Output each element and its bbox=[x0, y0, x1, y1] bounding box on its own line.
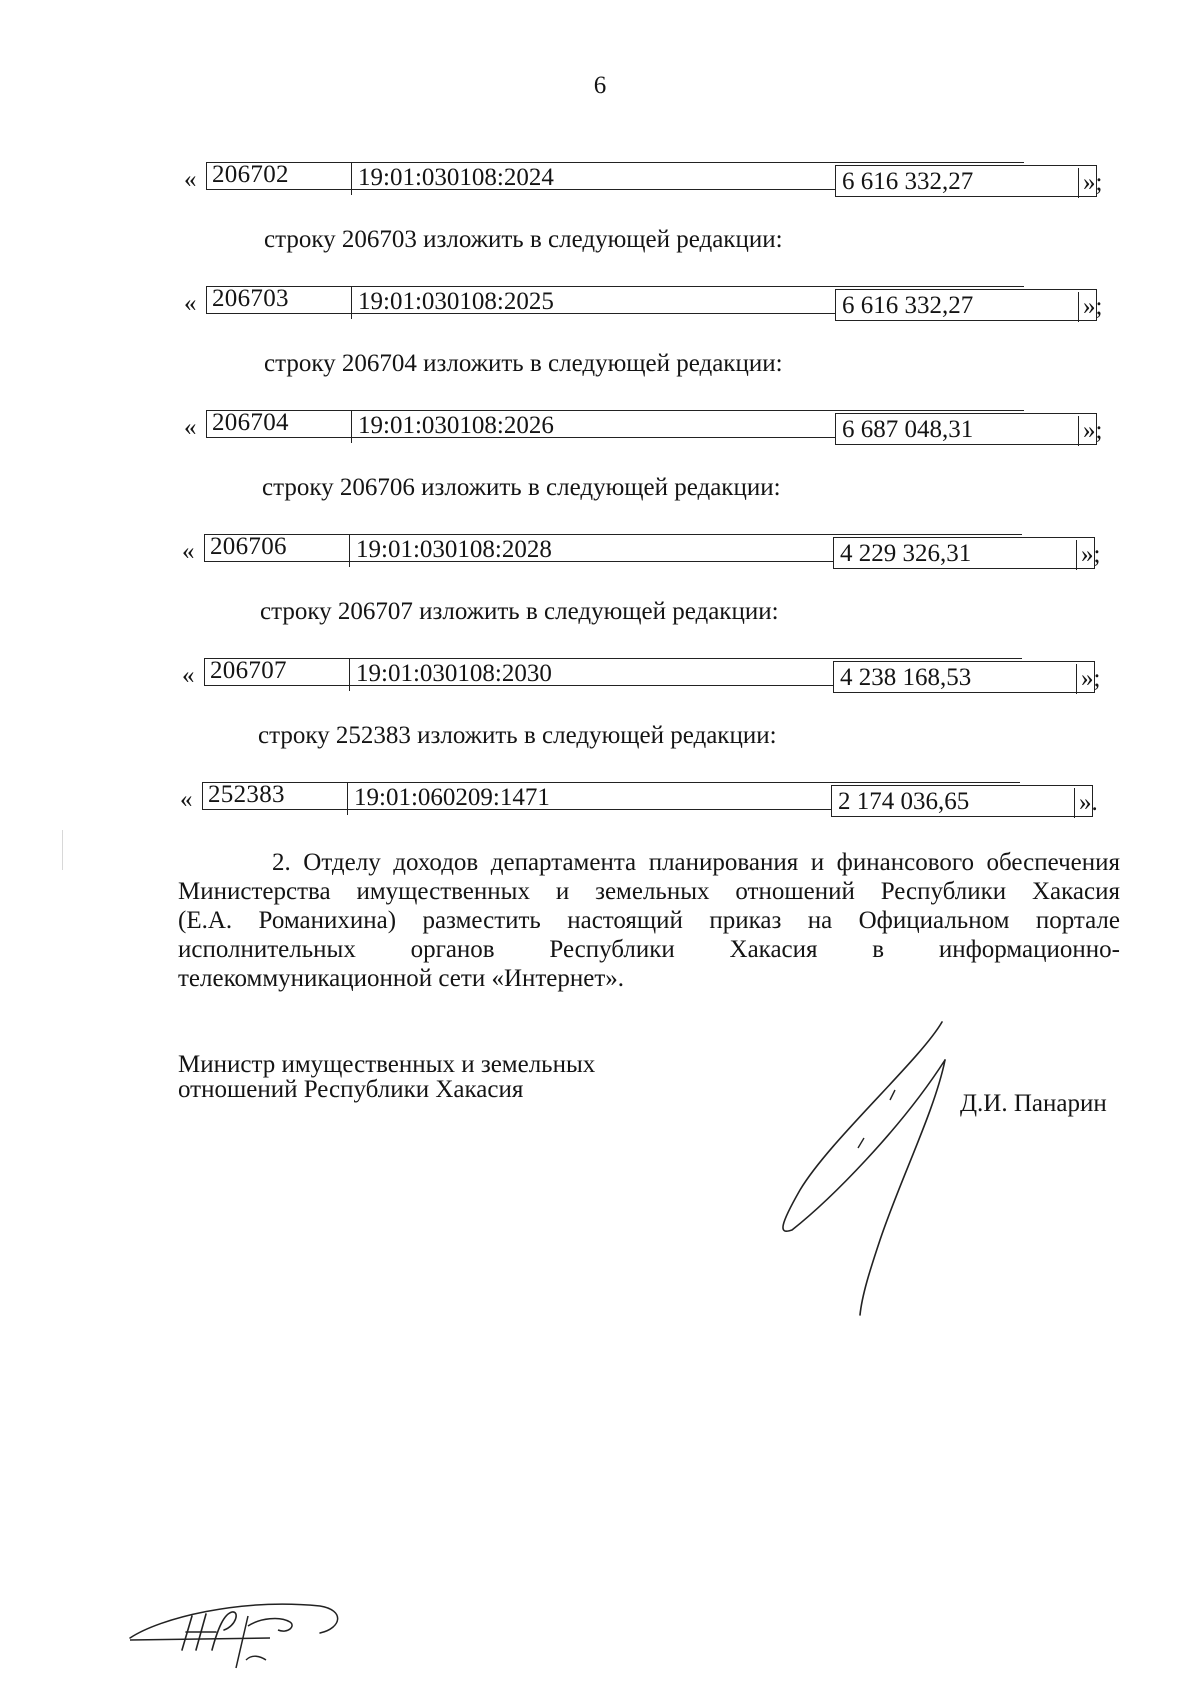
row-frame bbox=[202, 781, 1020, 815]
row-frame bbox=[204, 533, 1022, 567]
opening-quote: « bbox=[180, 786, 193, 813]
paragraph-line-text: 2. Отделу доходов департамента планирования и финансового обеспечения bbox=[272, 849, 1120, 876]
closing-quote: »; bbox=[1078, 292, 1102, 322]
cadastral-value: 6 616 332,27 bbox=[835, 289, 1097, 321]
paragraph-line: (Е.А. Романихина) разместить настоящий приказ на Официальном портале bbox=[178, 907, 1120, 934]
signer-name: Д.И. Панарин bbox=[960, 1090, 1107, 1117]
table-row bbox=[182, 534, 1112, 568]
signer-title-line: отношений Республики Хакасия bbox=[178, 1076, 524, 1103]
cadastral-value: 6 687 048,31 bbox=[835, 413, 1097, 445]
instruction-text: строку 206707 изложить в следующей редакции: bbox=[260, 598, 779, 625]
opening-quote: « bbox=[182, 538, 195, 565]
row-frame bbox=[206, 285, 1024, 319]
closing-quote: »; bbox=[1078, 168, 1102, 198]
closing-quote: »; bbox=[1076, 664, 1100, 694]
signer-title-line: Министр имущественных и земельных bbox=[178, 1051, 596, 1078]
row-frame bbox=[204, 657, 1022, 691]
instruction-text: строку 252383 изложить в следующей редакции: bbox=[258, 722, 777, 749]
closing-quote: »; bbox=[1078, 416, 1102, 446]
paragraph-line: Министерства имущественных и земельных отношений Республики Хакасия bbox=[178, 878, 1120, 905]
opening-quote: « bbox=[184, 414, 197, 441]
instruction-text: строку 206703 изложить в следующей редакции: bbox=[264, 226, 783, 253]
paragraph-line bbox=[178, 848, 1120, 877]
cadastral-value: 6 616 332,27 bbox=[835, 165, 1097, 197]
closing-quote: »; bbox=[1076, 540, 1100, 570]
row-number: 206707 bbox=[210, 657, 287, 684]
closing-quote: ». bbox=[1074, 788, 1098, 818]
paragraph-line: исполнительных органов Республики Хакасия в информационно- bbox=[178, 936, 1120, 963]
table-row bbox=[182, 658, 1112, 692]
cadastral-number: 19:01:030108:2030 bbox=[349, 659, 552, 691]
row-number: 252383 bbox=[208, 781, 285, 808]
table-row bbox=[180, 782, 1110, 816]
cadastral-number: 19:01:030108:2026 bbox=[351, 411, 554, 443]
instruction-text: строку 206706 изложить в следующей редакции: bbox=[262, 474, 781, 501]
row-frame bbox=[206, 409, 1024, 443]
row-frame bbox=[206, 161, 1024, 195]
opening-quote: « bbox=[182, 662, 195, 689]
paragraph-line: телекоммуникационной сети «Интернет». bbox=[178, 965, 625, 992]
row-number: 206702 bbox=[212, 161, 289, 188]
table-row bbox=[184, 410, 1114, 444]
cadastral-number: 19:01:030108:2025 bbox=[351, 287, 554, 319]
row-number: 206704 bbox=[212, 409, 289, 436]
paragraph-2 bbox=[178, 848, 1120, 993]
handwritten-signature bbox=[770, 1020, 960, 1320]
row-number: 206703 bbox=[212, 285, 289, 312]
signer-title bbox=[178, 1052, 595, 1102]
table-row bbox=[184, 162, 1114, 196]
instruction-text: строку 206704 изложить в следующей редакции: bbox=[264, 350, 783, 377]
opening-quote: « bbox=[184, 290, 197, 317]
cadastral-value: 4 229 326,31 bbox=[833, 537, 1095, 569]
handwritten-initials bbox=[120, 1578, 350, 1678]
table-row bbox=[184, 286, 1114, 320]
scan-edge-mark bbox=[62, 830, 63, 870]
opening-quote: « bbox=[184, 166, 197, 193]
cadastral-number: 19:01:030108:2024 bbox=[351, 163, 554, 195]
cadastral-number: 19:01:030108:2028 bbox=[349, 535, 552, 567]
cadastral-value: 4 238 168,53 bbox=[833, 661, 1095, 693]
cadastral-number: 19:01:060209:1471 bbox=[347, 783, 550, 815]
cadastral-value: 2 174 036,65 bbox=[831, 785, 1093, 817]
row-number: 206706 bbox=[210, 533, 287, 560]
page-number: 6 bbox=[593, 72, 607, 99]
